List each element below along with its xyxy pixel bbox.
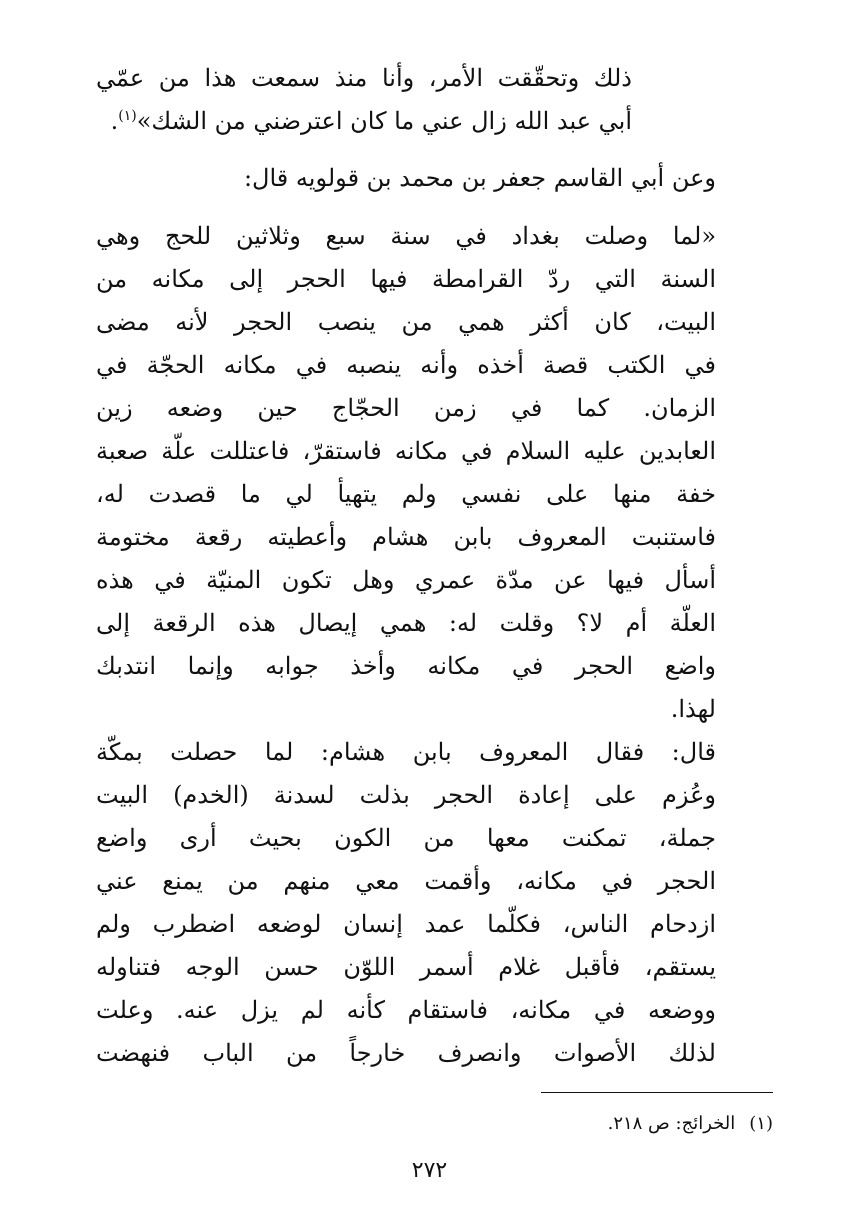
page-number: ٢٧٢ — [411, 1158, 448, 1183]
text-line: يستقم، فأقبل غلام أسمر اللوّن حسن الوجه فتناوله — [96, 953, 716, 981]
footnote — [608, 1110, 773, 1138]
text-segment: أبي عبد الله زال عني ما كان اعترضني من الشك» — [136, 107, 632, 135]
footnote-text: الخرائج: ص ٢١٨. — [607, 1113, 736, 1134]
text-line: أسأل فيها عن مدّة عمري وهل تكون المنيّة في هذه — [96, 566, 716, 594]
text-line — [111, 101, 632, 141]
footnote-number: (١) — [749, 1113, 773, 1134]
text-line: واضع الحجر في مكانه وأخذ جوابه وإنما انتدبك — [96, 652, 716, 680]
text-line: «لما وصلت بغداد في سنة سبع وثلاثين للحج وهي — [96, 222, 716, 250]
text-line: ازدحام الناس، فكلّما عمد إنسان لوضعه اضطرب ولم — [96, 910, 716, 938]
footnote-reference: (١) — [118, 108, 137, 124]
text-line: في الكتب قصة أخذه وأنه ينصبه في مكانه الحجّة في — [96, 351, 716, 379]
text-line: العابدين عليه السلام في مكانه فاستقرّ، فاعتللت علّة صعبة — [96, 437, 716, 465]
text-line: خفة منها على نفسي ولم يتهيأ لي ما قصدت له، — [96, 480, 716, 508]
text-line: العلّة أم لا؟ وقلت له: همي إيصال هذه الرقعة إلى — [96, 609, 716, 637]
text-line: الحجر في مكانه، وأقمت معي منهم من يمنع عني — [96, 867, 716, 895]
text-line: جملة، تمكنت معها من الكون بحيث أرى واضع — [96, 824, 716, 852]
paragraph-intro: وعن أبي القاسم جعفر بن محمد بن قولويه قال: — [243, 164, 716, 192]
text-line: البيت، كان أكثر همي من ينصب الحجر لأنه مضى — [96, 308, 716, 336]
footnote-divider — [541, 1092, 773, 1093]
text-line: ووضعه في مكانه، فاستقام كأنه لم يزل عنه. وعلت — [96, 996, 716, 1024]
text-line: فاستنبت المعروف بابن هشام وأعطيته رقعة مختومة — [96, 523, 716, 551]
text-line: وعُزم على إعادة الحجر بذلت لسدنة (الخدم) البيت — [96, 781, 716, 809]
sentence-end: . — [110, 107, 119, 135]
text-line: السنة التي ردّ القرامطة فيها الحجر إلى مكانه من — [96, 265, 716, 293]
text-line: لهذا. — [670, 695, 716, 723]
text-line: قال: فقال المعروف بابن هشام: لما حصلت بمكّة — [96, 738, 716, 766]
text-line: لذلك الأصوات وانصرف خارجاً من الباب فنهضت — [96, 1039, 716, 1067]
text-line: الزمان. كما في زمن الحجّاج حين وضعه زين — [96, 394, 716, 422]
text-line: ذلك وتحقّقت الأمر، وأنا منذ سمعت هذا من عمّي — [96, 64, 632, 92]
